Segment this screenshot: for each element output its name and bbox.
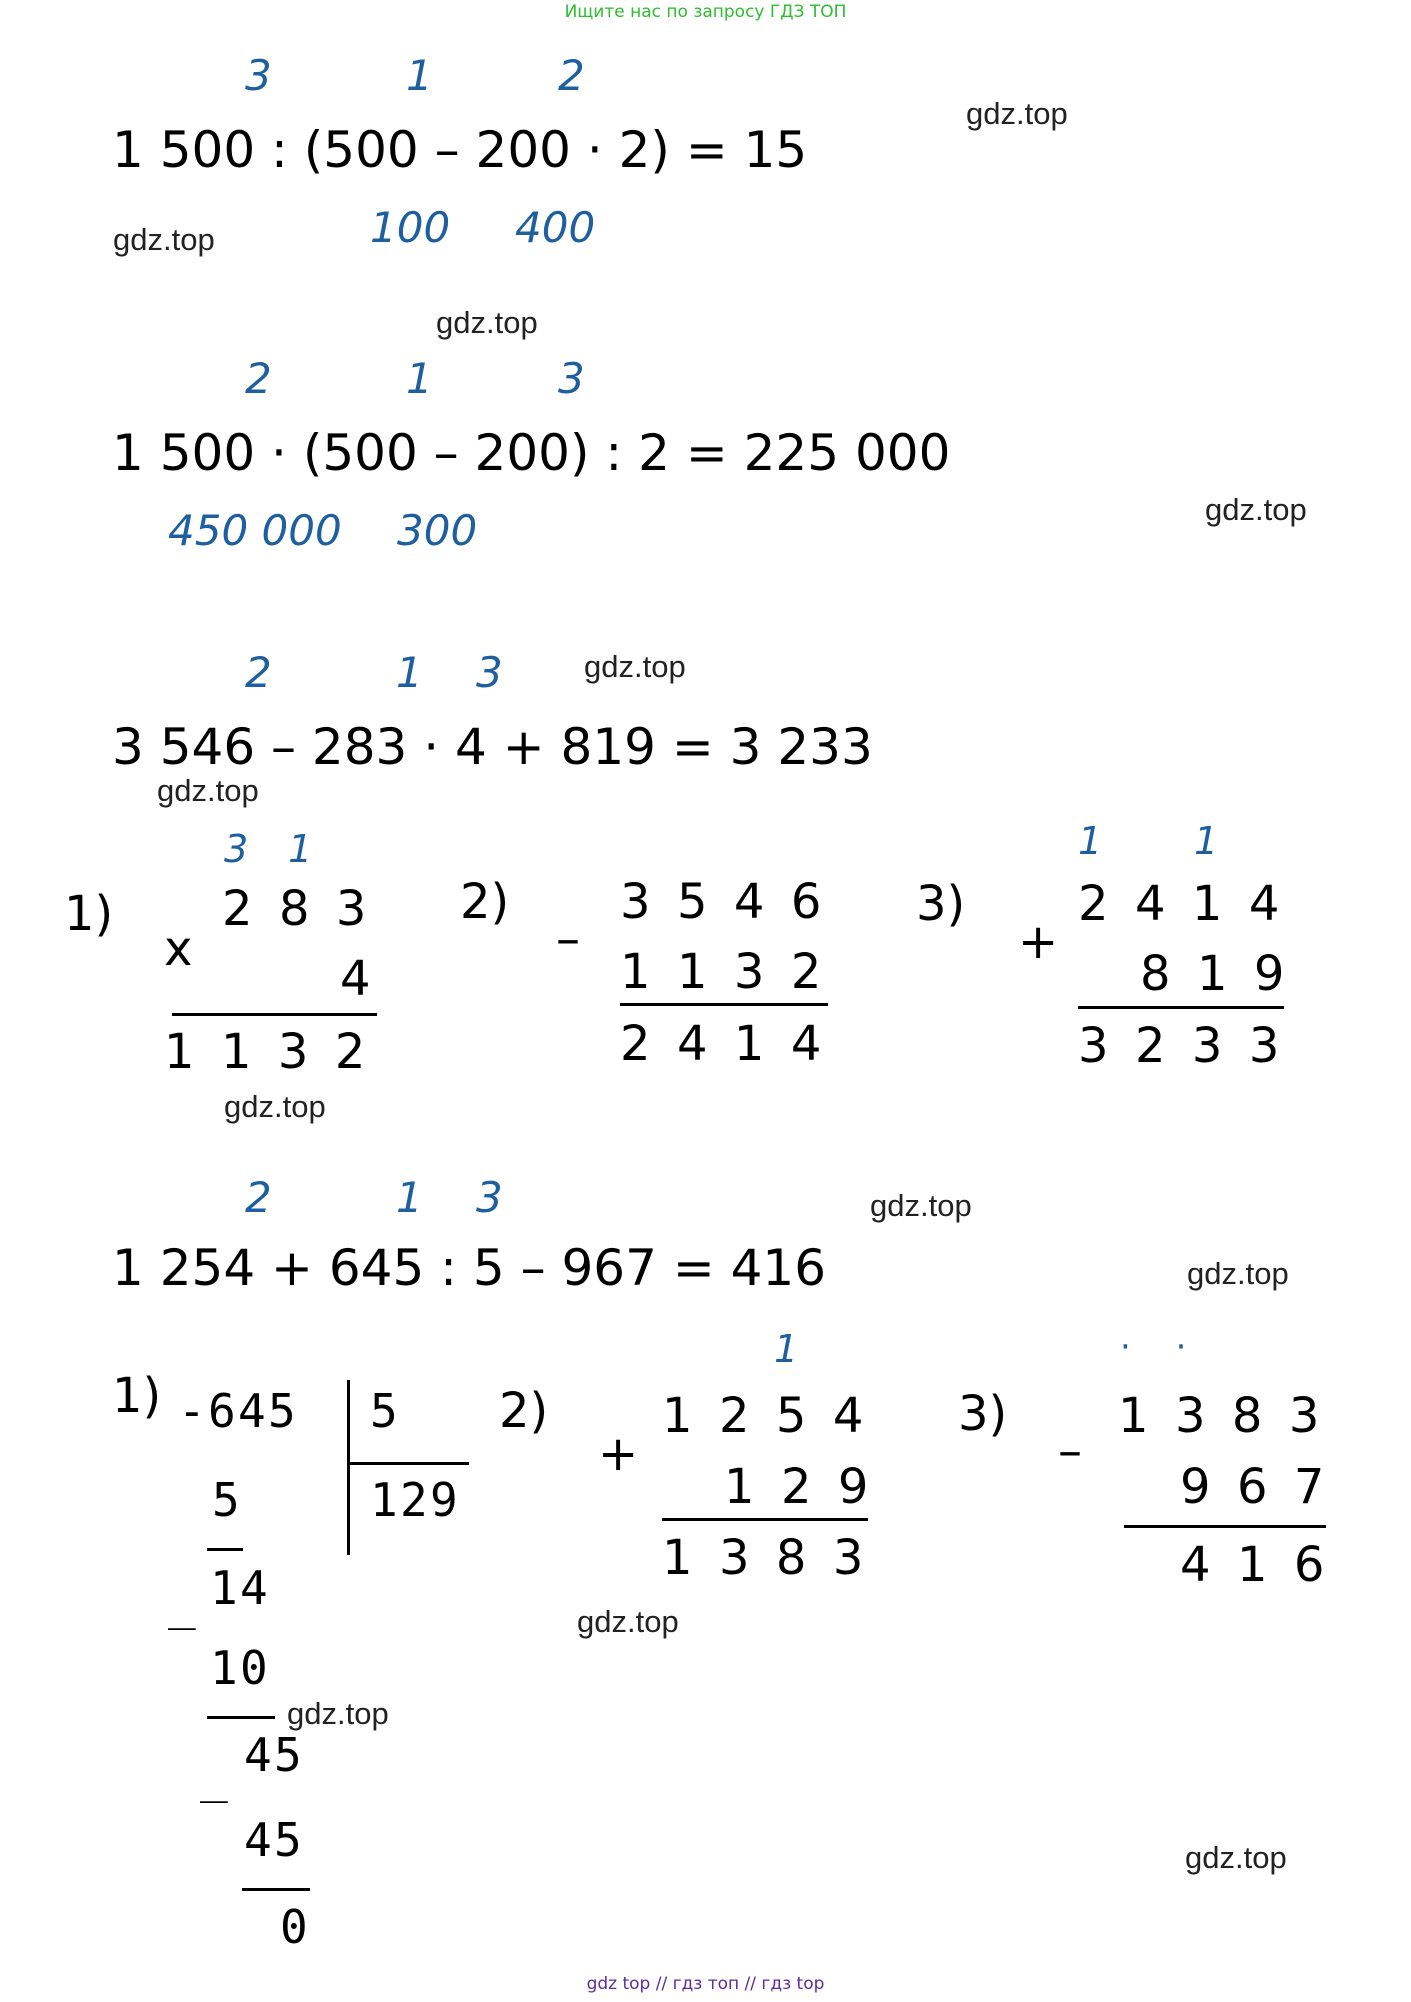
ex2-order-2: 1 [406, 354, 433, 403]
ex4-step1-row-line [207, 1716, 275, 1719]
ex4-step1-row: 14 [210, 1561, 270, 1615]
ex4-step3-label: 3) [958, 1386, 1008, 1442]
ex3-step2-line [620, 1003, 828, 1006]
watermark: gdz.top [966, 96, 1068, 131]
ex3-order-3: 3 [476, 648, 503, 697]
ex4-step3-bottom: 967 [1180, 1459, 1351, 1515]
watermark: gdz.top [577, 1604, 679, 1639]
ex4-step1-row: 45 [244, 1728, 304, 1782]
ex1-order-1: 3 [245, 51, 272, 100]
ex1-intermediate-2: 400 [515, 203, 596, 252]
ex3-step1-top: 283 [222, 881, 393, 937]
ex2-intermediate-1: 450 000 [168, 506, 342, 555]
top-banner: Ищите нас по запросу ГДЗ ТОП [564, 2, 847, 22]
ex3-step1-sign: x [164, 921, 193, 977]
ex4-step1-label: 1) [112, 1368, 162, 1424]
ex4-step2-label: 2) [499, 1383, 549, 1439]
watermark: gdz.top [870, 1188, 972, 1223]
ex3-step3-carry: 1 1 [1078, 819, 1259, 863]
ex4-step1-dividend: 645 [208, 1384, 298, 1438]
ex4-step1-divisor: 5 [370, 1384, 400, 1438]
watermark: gdz.top [1205, 492, 1307, 527]
ex3-step2-result: 2414 [620, 1016, 848, 1072]
ex4-step1-divider-horizontal [347, 1462, 469, 1465]
ex4-step1-row-line [207, 1548, 243, 1551]
ex3-order-1: 2 [245, 648, 272, 697]
ex4-step3-top: 1383 [1118, 1388, 1346, 1444]
ex4-step1-quotient: 129 [370, 1473, 460, 1527]
ex4-step1-row: 45 [244, 1813, 304, 1867]
ex4-order-3: 3 [476, 1173, 503, 1222]
ex4-step2-top: 1254 [662, 1388, 890, 1444]
ex3-step2-bottom: 1132 [620, 944, 848, 1000]
ex2-order-3: 3 [558, 354, 585, 403]
ex4-order-2: 1 [396, 1173, 423, 1222]
watermark: gdz.top [584, 649, 686, 684]
ex3-step3-line [1078, 1006, 1284, 1009]
ex4-step3-line [1124, 1525, 1326, 1528]
ex4-step1-row: 5 [212, 1473, 242, 1527]
ex3-step1-result: 1132 [164, 1024, 392, 1080]
ex3-expression: 3 546 – 283 · 4 + 819 = 3 233 [112, 718, 873, 776]
ex4-step1-minus: _ [200, 1749, 230, 1803]
ex1-expression: 1 500 : (500 – 200 · 2) = 15 [112, 121, 808, 179]
watermark: gdz.top [113, 222, 215, 257]
watermark: gdz.top [1187, 1256, 1289, 1291]
ex2-intermediate-2: 300 [397, 506, 478, 555]
ex4-step2-carry: 1 [774, 1327, 839, 1371]
ex3-step1-line [172, 1013, 377, 1016]
ex4-step3-borrow: · · [1120, 1327, 1204, 1367]
ex3-step1-bottom: 4 [340, 951, 397, 1007]
ex4-step3-result: 416 [1180, 1537, 1351, 1593]
ex3-step3-sign: + [1018, 914, 1059, 970]
watermark: gdz.top [287, 1696, 389, 1731]
ex3-step3-bottom: 819 [1140, 946, 1311, 1002]
ex2-expression: 1 500 · (500 – 200) : 2 = 225 000 [112, 424, 951, 482]
ex3-step2-top: 3546 [620, 874, 848, 930]
ex3-step3-top: 2414 [1078, 876, 1306, 932]
ex3-step2-label: 2) [460, 874, 510, 930]
watermark: gdz.top [1185, 1840, 1287, 1875]
ex4-step2-bottom: 129 [724, 1459, 895, 1515]
ex4-step1-minus-first: - [178, 1384, 208, 1438]
ex4-step1-row: 0 [280, 1900, 310, 1954]
ex3-step1-label: 1) [64, 886, 114, 942]
ex4-step2-result: 1383 [662, 1530, 890, 1586]
ex4-step2-sign: + [598, 1426, 639, 1482]
ex1-order-3: 2 [558, 51, 585, 100]
watermark: gdz.top [157, 773, 259, 808]
ex4-order-1: 2 [245, 1173, 272, 1222]
ex4-step2-line [662, 1518, 868, 1521]
ex4-step3-sign: – [1058, 1423, 1082, 1479]
ex4-step1-divider-vertical [347, 1380, 350, 1555]
ex2-order-1: 2 [245, 354, 272, 403]
watermark: gdz.top [224, 1089, 326, 1124]
ex4-step1-row: 10 [210, 1641, 270, 1695]
watermark: gdz.top [436, 305, 538, 340]
ex3-step1-carry: 31 [224, 827, 353, 871]
ex3-step3-result: 3233 [1078, 1018, 1306, 1074]
ex4-expression: 1 254 + 645 : 5 – 967 = 416 [112, 1239, 827, 1297]
ex3-step2-sign: – [556, 911, 580, 967]
ex3-step3-label: 3) [916, 876, 966, 932]
ex4-step1-row-line [242, 1888, 310, 1891]
ex1-intermediate-1: 100 [370, 203, 451, 252]
ex1-order-2: 1 [406, 51, 433, 100]
footer: gdz top // гдз топ // гдз top [586, 1974, 825, 1994]
ex3-order-2: 1 [396, 648, 423, 697]
ex4-step1-minus: _ [168, 1576, 198, 1630]
